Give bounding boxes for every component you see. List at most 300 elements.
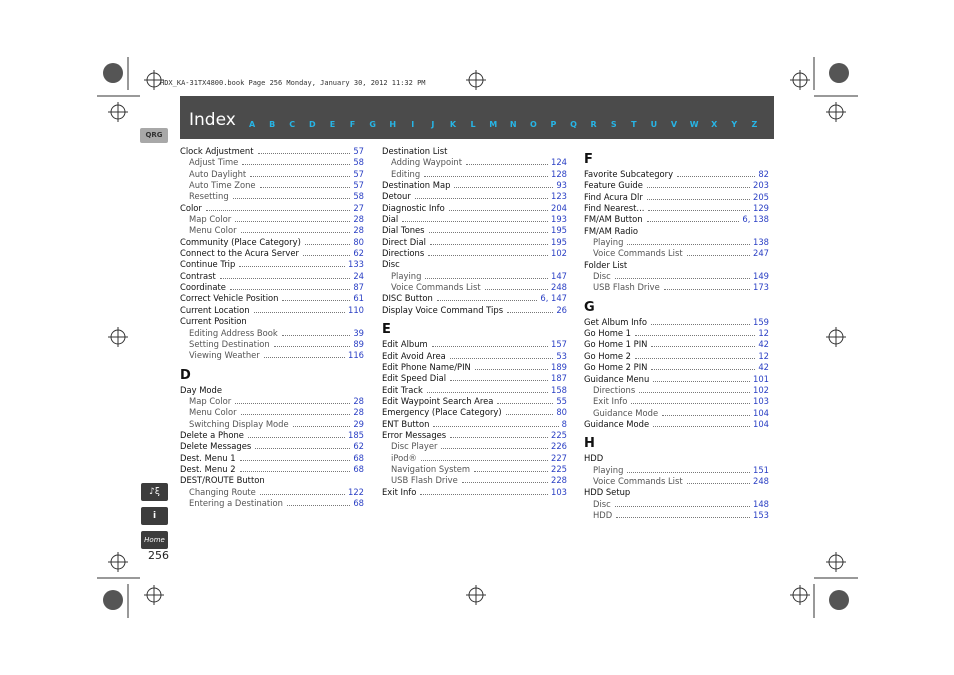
page-link[interactable]: 42 — [758, 362, 769, 373]
page-link[interactable]: 68 — [353, 452, 364, 463]
page-link[interactable]: 24 — [353, 270, 364, 281]
entry-term: Delete Messages — [180, 441, 252, 452]
dot-leader — [258, 153, 351, 154]
page-link[interactable]: 101 — [753, 373, 769, 384]
index-subentry — [584, 237, 769, 248]
alphabet-letter-g[interactable]: G — [369, 120, 376, 129]
entry-term: Editing — [391, 168, 421, 179]
page-link[interactable]: 26 — [556, 304, 567, 315]
page-link[interactable]: 102 — [753, 384, 769, 395]
dot-leader — [506, 414, 554, 415]
index-subentry — [382, 441, 567, 452]
alphabet-letter-w[interactable]: W — [689, 120, 699, 129]
page-link[interactable]: 148 — [753, 498, 769, 509]
dot-leader — [432, 346, 548, 347]
entry-term: Directions — [593, 384, 636, 395]
entry-term: Edit Avoid Area — [382, 350, 446, 361]
section-letter: D — [180, 367, 191, 383]
index-entry — [180, 293, 364, 304]
page-number: 256 — [148, 549, 169, 562]
index-subentry — [584, 465, 769, 476]
dot-leader — [429, 232, 548, 233]
page-link[interactable]: 103 — [551, 486, 567, 497]
dot-leader — [293, 426, 351, 427]
alphabet-letter-t[interactable]: T — [631, 120, 637, 129]
dot-leader — [303, 255, 350, 256]
alphabet-letter-l[interactable]: L — [470, 120, 476, 129]
page-link[interactable]: 204 — [551, 202, 567, 213]
page-link[interactable]: 61 — [353, 293, 364, 304]
dot-leader — [450, 380, 548, 381]
page-link[interactable]: 82 — [758, 169, 769, 179]
entry-term: HDD Setup — [584, 487, 631, 498]
dot-leader — [260, 494, 345, 495]
index-entry — [382, 373, 567, 384]
page-link[interactable]: 173 — [753, 282, 769, 293]
page-link[interactable]: 6, 147 — [540, 293, 567, 304]
entry-term: Diagnostic Info — [382, 202, 445, 213]
dot-leader — [450, 358, 554, 359]
dot-leader — [421, 460, 548, 461]
page-link[interactable]: 12 — [758, 328, 769, 339]
entry-term: Exit Info — [593, 396, 628, 407]
entry-term: Favorite Subcategory — [584, 169, 674, 179]
page-link[interactable]: 205 — [753, 191, 769, 202]
page-link[interactable]: 247 — [753, 248, 769, 259]
dot-leader — [639, 392, 750, 393]
index-entry — [584, 453, 769, 464]
page-link[interactable]: 39 — [353, 327, 364, 338]
entry-term: Connect to the Acura Server — [180, 248, 299, 259]
alphabet-letter-z[interactable]: Z — [751, 120, 758, 129]
alphabet-letter-v[interactable]: V — [670, 120, 678, 129]
page-link[interactable]: 68 — [353, 497, 364, 508]
index-entry — [584, 351, 769, 362]
dot-leader — [647, 187, 750, 188]
dot-leader — [248, 437, 345, 438]
index-subentry — [584, 510, 769, 521]
alphabet-letter-i[interactable]: I — [411, 120, 415, 129]
entry-term: FM/AM Button — [584, 214, 643, 225]
entry-term: HDD — [584, 453, 604, 464]
dot-leader — [428, 255, 548, 256]
alphabet-letter-r[interactable]: R — [590, 120, 597, 129]
entry-term: Switching Display Mode — [189, 418, 289, 429]
page-link[interactable]: 129 — [753, 203, 769, 214]
alphabet-letter-o[interactable]: O — [529, 120, 537, 129]
page-link[interactable]: 157 — [551, 339, 567, 350]
index-entry — [382, 146, 567, 157]
page-link[interactable]: 147 — [551, 270, 567, 281]
index-subentry — [180, 180, 364, 191]
entry-term: Continue Trip — [180, 259, 236, 270]
dot-leader — [647, 221, 740, 222]
entry-term: Entering a Destination — [189, 497, 283, 508]
entry-term: USB Flash Drive — [391, 475, 458, 486]
page-link[interactable]: 55 — [556, 395, 567, 406]
alphabet-letter-x[interactable]: X — [711, 120, 718, 129]
info-icon[interactable]: i — [141, 507, 168, 525]
entry-term: Detour — [382, 191, 411, 202]
page-link[interactable]: 87 — [353, 282, 364, 293]
page-link[interactable]: 187 — [551, 373, 567, 384]
entry-term: Contrast — [180, 270, 216, 281]
index-entry — [382, 305, 567, 316]
dot-leader — [441, 448, 548, 449]
page-link[interactable]: 93 — [556, 180, 567, 191]
section-letter: G — [584, 299, 595, 315]
index-subentry — [382, 169, 567, 180]
dot-leader — [677, 176, 755, 177]
dot-leader — [497, 403, 553, 404]
alphabet-letter-p[interactable]: P — [550, 120, 557, 129]
index-entry — [382, 339, 567, 350]
index-subentry — [180, 419, 364, 430]
page-link[interactable]: 248 — [753, 475, 769, 486]
dot-leader — [235, 221, 350, 222]
index-entry — [382, 293, 567, 304]
alphabet-nav — [242, 120, 764, 129]
index-banner — [180, 96, 774, 139]
alphabet-letter-a[interactable]: A — [248, 120, 256, 129]
page-link[interactable]: 203 — [753, 180, 769, 191]
page-link[interactable]: 149 — [753, 271, 769, 282]
page-link[interactable]: 124 — [551, 157, 567, 168]
dot-leader — [274, 346, 351, 347]
index-subentry — [382, 157, 567, 168]
index-entry — [180, 453, 364, 464]
page-title: Index — [189, 110, 236, 130]
dot-leader — [485, 289, 548, 290]
dot-leader — [241, 232, 351, 233]
page-link[interactable]: 128 — [551, 168, 567, 179]
entry-term: Map Color — [189, 214, 232, 225]
dot-leader — [424, 176, 548, 177]
page-link[interactable]: 110 — [348, 304, 364, 315]
entry-term: Voice Commands List — [593, 248, 683, 259]
dot-leader — [220, 278, 351, 279]
voice-icon[interactable]: ♪ξ — [141, 483, 168, 501]
index-entry — [180, 430, 364, 441]
page-link[interactable]: 29 — [353, 418, 364, 429]
page-link[interactable]: 189 — [551, 361, 567, 372]
dot-leader — [653, 381, 750, 382]
index-entry — [584, 192, 769, 203]
index-entry — [180, 203, 364, 214]
page-link[interactable]: 138 — [753, 237, 769, 248]
index-subentry — [180, 169, 364, 180]
entry-term: Emergency (Place Category) — [382, 407, 502, 418]
dot-leader — [651, 369, 755, 370]
entry-term: Adjust Time — [189, 157, 239, 168]
alphabet-letter-e[interactable]: E — [329, 120, 336, 129]
index-subentry — [584, 408, 769, 419]
entry-term: Go Home 1 — [584, 328, 631, 339]
page-link[interactable]: 185 — [348, 429, 364, 440]
page-link[interactable]: 62 — [353, 248, 364, 259]
entry-term: Edit Speed Dial — [382, 373, 447, 384]
entry-term: Edit Phone Name/PIN — [382, 361, 471, 372]
entry-term: Destination Map — [382, 180, 451, 191]
entry-term: Feature Guide — [584, 180, 643, 191]
qrg-button[interactable]: QRG — [140, 128, 168, 143]
entry-term: Community (Place Category) — [180, 236, 301, 247]
entry-term: Folder List — [584, 259, 628, 270]
entry-term: Coordinate — [180, 282, 226, 293]
index-column-2 — [382, 146, 567, 498]
alphabet-letter-u[interactable]: U — [650, 120, 658, 129]
index-subentry — [180, 328, 364, 339]
alphabet-letter-b[interactable]: B — [269, 120, 276, 129]
index-subentry — [584, 282, 769, 293]
entry-term: Viewing Weather — [189, 350, 260, 361]
page-link[interactable]: 195 — [551, 225, 567, 236]
index-entry — [180, 464, 364, 475]
index-entry — [382, 259, 567, 270]
page-link[interactable]: 195 — [551, 236, 567, 247]
page-link[interactable]: 80 — [556, 407, 567, 418]
index-entry — [584, 339, 769, 350]
index-entry — [180, 282, 364, 293]
entry-term: Exit Info — [382, 486, 417, 497]
dot-leader — [287, 505, 350, 506]
page-link[interactable]: 8 — [561, 418, 567, 429]
dot-leader — [239, 266, 345, 267]
index-entry — [382, 248, 567, 259]
page-link[interactable]: 28 — [353, 214, 364, 225]
dot-leader — [240, 460, 351, 461]
index-entry — [584, 226, 769, 237]
page-link[interactable]: 122 — [348, 486, 364, 497]
page-link[interactable]: 158 — [551, 384, 567, 395]
index-subentry — [180, 407, 364, 418]
entry-term: Current Location — [180, 304, 250, 315]
dot-leader — [250, 176, 350, 177]
page-link[interactable]: 28 — [353, 225, 364, 236]
entry-term: Dest. Menu 1 — [180, 452, 236, 463]
alphabet-letter-s[interactable]: S — [610, 120, 617, 129]
page-link[interactable]: 27 — [353, 202, 364, 213]
index-entry — [180, 441, 364, 452]
index-subentry — [180, 157, 364, 168]
entry-term: Go Home 2 — [584, 350, 631, 361]
index-entry — [584, 203, 769, 214]
dot-leader — [651, 324, 750, 325]
dot-leader — [475, 369, 548, 370]
index-entry — [180, 385, 364, 396]
entry-term: Menu Color — [189, 225, 237, 236]
dot-leader — [206, 210, 350, 211]
dot-leader — [454, 187, 553, 188]
alphabet-letter-d[interactable]: D — [309, 120, 316, 129]
entry-term: Editing Address Book — [189, 327, 278, 338]
dot-leader — [687, 255, 750, 256]
entry-term: iPod® — [391, 452, 417, 463]
dot-leader — [474, 471, 548, 472]
dot-leader — [264, 357, 345, 358]
page-link[interactable]: 153 — [753, 509, 769, 520]
alphabet-letter-f[interactable]: F — [349, 120, 356, 129]
entry-term: Disc — [593, 498, 611, 509]
dot-leader — [425, 278, 548, 279]
entry-term: Menu Color — [189, 407, 237, 418]
entry-term: Go Home 2 PIN — [584, 362, 648, 373]
index-entry — [180, 248, 364, 259]
entry-term: Auto Time Zone — [189, 180, 256, 191]
page-link[interactable]: 28 — [353, 395, 364, 406]
page-link[interactable]: 133 — [348, 259, 364, 270]
dot-leader — [507, 312, 553, 313]
entry-term: Voice Commands List — [593, 475, 683, 486]
index-entry — [382, 385, 567, 396]
index-entry — [584, 169, 769, 180]
entry-term: DEST/ROUTE Button — [180, 475, 265, 486]
page-link[interactable]: 12 — [758, 350, 769, 361]
alphabet-letter-c[interactable]: C — [289, 120, 296, 129]
index-subentry — [382, 464, 567, 475]
entry-term: Resetting — [189, 191, 229, 202]
dot-leader — [430, 244, 548, 245]
alphabet-letter-n[interactable]: N — [509, 120, 517, 129]
index-subentry — [180, 498, 364, 509]
index-entry — [382, 430, 567, 441]
dot-leader — [462, 482, 548, 483]
page-link[interactable]: 103 — [753, 396, 769, 407]
index-subentry — [180, 339, 364, 350]
entry-term: Changing Route — [189, 486, 256, 497]
entry-term: Map Color — [189, 395, 232, 406]
entry-term: Directions — [382, 248, 425, 259]
dot-leader — [305, 244, 350, 245]
dot-leader — [466, 164, 548, 165]
index-subentry — [584, 385, 769, 396]
index-entry — [584, 419, 769, 430]
index-entry — [180, 316, 364, 327]
page-link[interactable]: 123 — [551, 191, 567, 202]
index-subentry — [382, 475, 567, 486]
index-entry — [382, 237, 567, 248]
dot-leader — [230, 289, 350, 290]
entry-term: Disc — [593, 271, 611, 282]
index-entry — [584, 214, 769, 225]
alphabet-letter-j[interactable]: J — [431, 120, 435, 129]
alphabet-letter-y[interactable]: Y — [731, 120, 738, 129]
page-link[interactable]: 89 — [353, 338, 364, 349]
page-link[interactable]: 228 — [551, 475, 567, 486]
entry-term: Error Messages — [382, 429, 447, 440]
page-link[interactable]: 225 — [551, 463, 567, 474]
index-entry — [382, 362, 567, 373]
entry-term: Display Voice Command Tips — [382, 304, 504, 315]
index-entry — [382, 487, 567, 498]
dot-leader — [627, 244, 750, 245]
page-link[interactable]: 58 — [353, 191, 364, 202]
index-entry — [584, 328, 769, 339]
dot-leader — [282, 335, 351, 336]
index-entry — [584, 362, 769, 373]
home-icon[interactable] — [141, 531, 168, 549]
index-subentry — [180, 225, 364, 236]
index-subentry — [382, 453, 567, 464]
page-link[interactable]: 159 — [753, 316, 769, 327]
dot-leader — [450, 437, 548, 438]
index-entry — [584, 487, 769, 498]
dot-leader — [627, 472, 750, 473]
entry-term: Current Position — [180, 316, 247, 327]
dot-leader — [615, 278, 750, 279]
entry-term: Correct Vehicle Position — [180, 293, 279, 304]
page-link[interactable]: 227 — [551, 452, 567, 463]
index-entry — [382, 225, 567, 236]
print-header: HDX_KA-31TX4800.book Page 256 Monday, January 30, 2012 11:32 PM — [160, 79, 426, 87]
page-link[interactable]: 104 — [753, 407, 769, 418]
index-entry — [584, 260, 769, 271]
entry-term: Find Nearest... — [584, 203, 645, 214]
index-entry — [382, 191, 567, 202]
entry-term: Playing — [593, 237, 624, 248]
page-link[interactable]: 6, 138 — [742, 214, 769, 225]
page-link[interactable]: 80 — [353, 236, 364, 247]
page-link[interactable]: 58 — [353, 157, 364, 168]
page-link[interactable]: 193 — [551, 214, 567, 225]
index-subentry — [382, 282, 567, 293]
index-entry — [584, 374, 769, 385]
index-subentry — [180, 214, 364, 225]
dot-leader — [282, 300, 350, 301]
page-link[interactable]: 57 — [353, 146, 364, 156]
page-link[interactable]: 68 — [353, 463, 364, 474]
page-link[interactable]: 225 — [551, 429, 567, 440]
page-link[interactable]: 57 — [353, 180, 364, 191]
index-subentry — [382, 271, 567, 282]
index-entry — [382, 180, 567, 191]
dot-leader — [615, 506, 750, 507]
index-entry — [180, 259, 364, 270]
page-link[interactable]: 116 — [348, 350, 364, 361]
page-link[interactable]: 102 — [551, 248, 567, 259]
alphabet-letter-q[interactable]: Q — [570, 120, 577, 129]
index-subentry — [584, 499, 769, 510]
entry-term: Setting Destination — [189, 338, 270, 349]
alphabet-letter-m[interactable]: M — [489, 120, 498, 129]
page-link[interactable]: 57 — [353, 168, 364, 179]
dot-leader — [653, 426, 750, 427]
page-link[interactable]: 62 — [353, 441, 364, 452]
page-link[interactable]: 226 — [551, 441, 567, 452]
entry-term: Dial — [382, 214, 399, 225]
entry-term: Edit Track — [382, 384, 423, 395]
dot-leader — [242, 164, 350, 165]
alphabet-letter-k[interactable]: K — [449, 120, 457, 129]
index-entry — [382, 214, 567, 225]
entry-term: DISC Button — [382, 293, 433, 304]
entry-term: Destination List — [382, 146, 448, 156]
page-link[interactable]: 28 — [353, 407, 364, 418]
dot-leader — [647, 199, 750, 200]
dot-leader — [255, 448, 350, 449]
page-link[interactable]: 248 — [551, 282, 567, 293]
index-entry — [382, 203, 567, 214]
index-subentry — [584, 396, 769, 407]
page-link[interactable]: 53 — [556, 350, 567, 361]
page-link[interactable]: 104 — [753, 418, 769, 429]
entry-term: Playing — [593, 464, 624, 475]
page-link[interactable]: 42 — [758, 339, 769, 350]
index-subentry — [584, 271, 769, 282]
alphabet-letter-h[interactable]: H — [389, 120, 397, 129]
index-entry — [180, 305, 364, 316]
page-link[interactable]: 151 — [753, 464, 769, 475]
